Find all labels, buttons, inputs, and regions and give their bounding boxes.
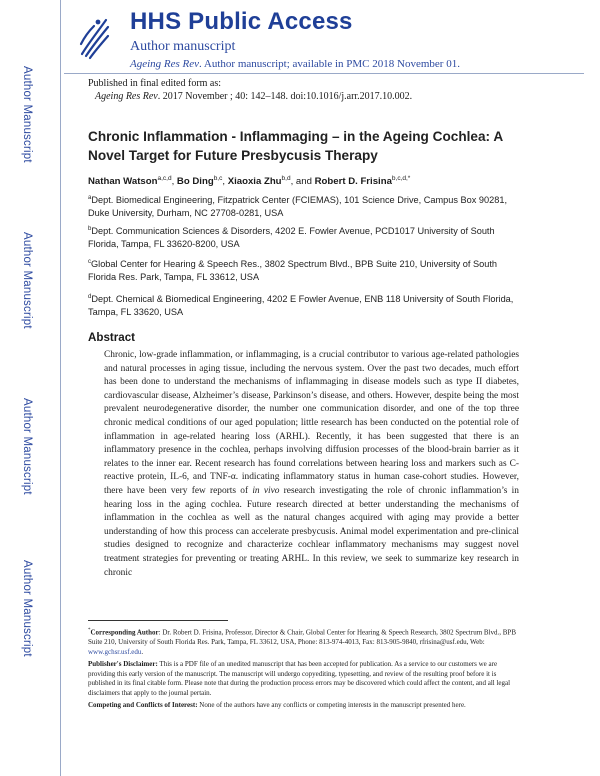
footnote-label: Corresponding Author [90,628,159,637]
author-affil-marker: b,d [281,175,291,182]
author-name: Nathan Watson [88,176,158,188]
author-list [88,175,410,187]
sidebar-label-1: Author Manuscript [21,66,33,163]
header-divider [64,73,584,74]
author-separator: , [171,176,177,188]
author-affil-marker: a,c,d [157,175,172,182]
availability-text: . Author manuscript; available in PMC 2018 November 01. [199,58,460,70]
website-link[interactable]: www.gchsr.usf.edu [88,647,142,656]
footnote-text: None of the authors have any conflicts or competing interests in the manuscript presented here. [197,701,466,710]
citation-line [95,91,412,102]
affiliation-marker: a [88,195,92,201]
published-line: Published in final edited form as: [88,78,222,89]
affiliation-text: Global Center for Hearing & Speech Res., 3802 Spectrum Blvd., BPB Suite 210, University of South Florida Res. Park, Tampa, FL 33612, USA [88,259,497,283]
publisher-disclaimer-note [88,660,516,698]
sidebar-label-3: Author Manuscript [21,398,33,495]
abstract-text: Chronic, low-grade inflammation, or inflammaging, is a crucial contributor to various age-related pathologies and natural processes in aging tissue, including the nervous system. Over the past two decades, much effort has been done to understand the mechanisms of inflammaging in disease models such as type II diabetes, cardiovascular disease, Alzheimer’s disease, Parkinson’s disease, and others. However, despite being the most prevalent neurodegenerative disorder, the number one communication disorder, and one of the top three chronic medical conditions of our aged population; little research has been conducted on the potential role of inflammation in age-related hearing loss (ARHL). Recently, it has been suggested that there is an inflammatory presence in the cochlea, perhaps involving diffusion processes of the blood-brain barrier as it relates to the inner ear. Recent research has found correlations between hearing loss and markers such as C-reactive protein, IL-6, and TNF-α. indicating inflammatory status in human case-cohort studies. However, there have been very few reports of [104,350,519,496]
abstract-body [104,349,519,580]
affiliation-marker: b [88,226,92,232]
footnote-label: Publisher's Disclaimer: [88,660,158,669]
author-name: Robert D. Frisina [314,176,392,188]
citation-journal: Ageing Res Rev [95,91,158,102]
footnote-divider [88,620,228,621]
author-separator: , [222,176,228,188]
header-title: HHS Public Access [130,8,353,35]
affiliation-text: Dept. Communication Sciences & Disorders, 4202 E. Fowler Avenue, PCD1017 University of South Florida, Tampa, FL 33620-8200, USA [88,226,495,250]
journal-name: Ageing Res Rev [130,58,200,70]
affiliation-c [88,256,518,284]
footnotes [88,626,516,714]
sidebar-label-4: Author Manuscript [21,560,33,657]
affiliation-d [88,291,518,319]
hhs-eagle-logo-icon [78,14,110,60]
availability-line [130,58,460,70]
author-name: Bo Ding [176,176,214,188]
conflicts-note [88,701,516,711]
footnote-text: This is a PDF file of an unedited manuscript that has been accepted for publication. As a service to our customers we are providing this early version of the manuscript. The manuscript will undergo copyediting, typesetting, and review of the resulting proof before it is published in its final citable form. Please note that during the production process errors may be discovered which could affect the content, and all legal disclaimers that apply to the journal pertain. [88,660,511,697]
affiliation-marker: c [88,259,91,265]
abstract-heading: Abstract [88,331,136,344]
footnote-marker: * [88,628,91,633]
author-affil-marker: b,c,d,* [391,175,411,182]
sidebar-label-2: Author Manuscript [21,232,33,329]
header-subtitle: Author manuscript [130,39,236,54]
article-title: Chronic Inflammation - Inflammaging – in the Ageing Cochlea: A Novel Target for Future Presbycusis Therapy [88,129,503,163]
citation-details: . 2017 November ; 40: 142–148. doi:10.1016/j.arr.2017.10.002. [157,91,413,102]
author-separator: , and [290,176,315,188]
affiliation-b [88,223,518,251]
abstract-text: research investigating the role of chronic inflammation’s in hearing loss in the aging cochlea. Future research directed at better understanding the mechanisms of inflammation in the cochlea as well as the natural changes acquired with aging may provide a better understanding of how this process can accelerate presbycusis. Animal model experimentation and pre-clinical studies designed to recognize and characterize cochlear inflammatory mechanisms may suggest novel treatment strategies for preventing or treating ARHL. In this review, we seek to summarize key research in chronic [104,485,519,578]
corresponding-author-note: *Corresponding Author: Dr. Robert D. Frisina, Professor, Director & Chair, Global Center for Hearing & Speech Research, 3802 Spectrum Blvd., BPB Suite 210, University of South Florida Res. Park, Tampa, FL 33612, USA, Phone: 813-974-4013, Fax: 813-905-9840, rfrisina@usf.edu, Web: www.gchsr.usf.edu. [88,628,516,656]
affiliation-text: Dept. Biomedical Engineering, Fitzpatrick Center (FCIEMAS), 101 Science Drive, Campus Box 90281, Duke University, Durham, NC 27708-0281, USA [88,195,508,219]
sidebar-divider [60,0,61,776]
affiliation-marker: d [88,294,92,300]
abstract-italic: in vivo [252,485,280,496]
footnote-label: Competing and Conflicts of Interest: [88,701,198,710]
affiliation-a [88,192,518,220]
author-name: Xiaoxia Zhu [227,176,282,188]
author-affil-marker: b,c [213,175,223,182]
affiliation-text: Dept. Chemical & Biomedical Engineering, 4202 E Fowler Avenue, ENB 118 University of South Florida, Tampa, FL 33620, USA [88,294,514,318]
footnote-text: : Dr. Robert D. Frisina, Professor, Director & Chair, Global Center for Hearing & Speech Research, 3802 Spectrum Blvd., BPB Suite 210, University of South Florida Res. Park, Tampa, FL 33612, USA, Phone: 813-974-4013, Fax: 813-905-9840, rfrisina@usf.edu, Web: [88,628,516,646]
